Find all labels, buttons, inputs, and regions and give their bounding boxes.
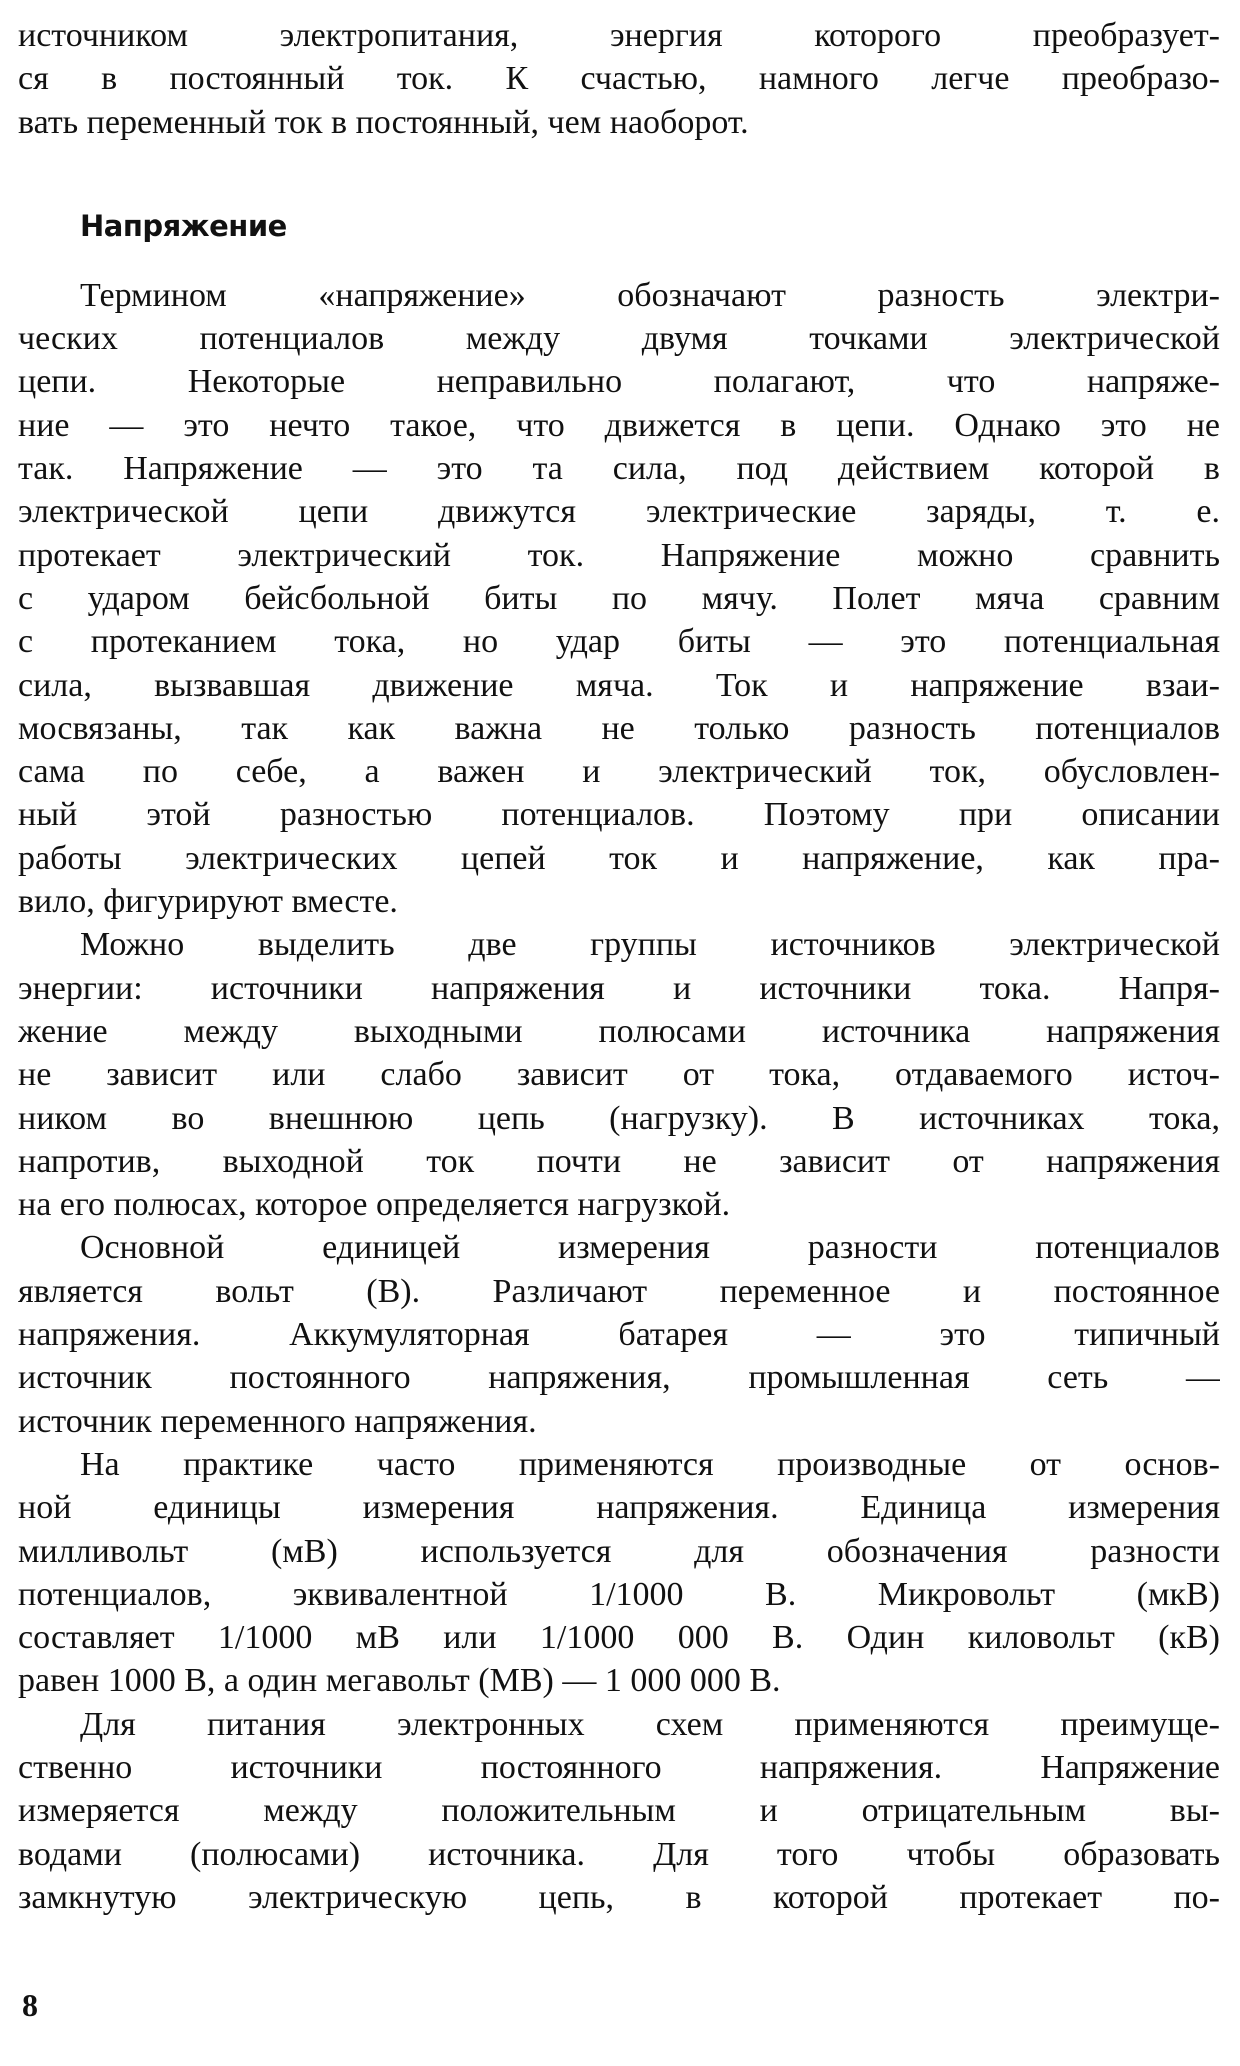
text-line: с ударом бейсбольной биты по мячу. Полет мяча сравним xyxy=(18,579,1220,617)
text-line: жение между выходными полюсами источника напряжения xyxy=(18,1012,1220,1050)
text-line: является вольт (В). Различают переменное и постоянное xyxy=(18,1272,1220,1310)
paragraph-voltage-definition xyxy=(18,274,1220,923)
text-line: Термином «напряжение» обозначают разность электри- xyxy=(80,276,1220,314)
text-line: вило, фигурируют вместе. xyxy=(18,883,398,921)
text-line: составляет 1/1000 мВ или 1/1000 000 В. Один киловольт (кВ) xyxy=(18,1619,1220,1657)
text-line: ный этой разностью потенциалов. Поэтому при описании xyxy=(18,796,1220,834)
text-line: работы электрических цепей ток и напряжение, как пра- xyxy=(18,839,1220,877)
paragraph-source-types xyxy=(18,923,1220,1226)
text-line: Можно выделить две группы источников электрической xyxy=(80,926,1220,964)
intro-paragraph xyxy=(18,14,1220,144)
section-heading: Напряжение xyxy=(80,208,287,243)
text-line: Основной единицей измерения разности потенциалов xyxy=(80,1229,1220,1267)
text-line: источником электропитания, энергия которого преобразует- xyxy=(18,17,1220,54)
text-line: не зависит или слабо зависит от тока, отдаваемого источ- xyxy=(18,1056,1220,1094)
text-line: водами (полюсами) источника. Для того чтобы образовать xyxy=(18,1835,1220,1873)
text-line: напряжения. Аккумуляторная батарея — это типичный xyxy=(18,1316,1220,1354)
text-line: цепи. Некоторые неправильно полагают, что напряже- xyxy=(18,363,1220,401)
text-line: энергии: источники напряжения и источники тока. Напря- xyxy=(18,969,1220,1007)
text-line: ческих потенциалов между двумя точками электрической xyxy=(18,320,1220,358)
text-line: ственно источники постоянного напряжения. Напряжение xyxy=(18,1748,1220,1786)
text-line: Для питания электронных схем применяются преимуще- xyxy=(80,1705,1220,1743)
text-line: ние — это нечто такое, что движется в цепи. Однако это не xyxy=(18,406,1220,444)
text-line: с протеканием тока, но удар биты — это потенциальная xyxy=(18,623,1220,661)
text-line: ником во внешнюю цепь (нагрузку). В источниках тока, xyxy=(18,1099,1220,1137)
text-line: электрической цепи движутся электрические заряды, т. е. xyxy=(18,493,1220,531)
page-number: 8 xyxy=(22,1987,38,2023)
text-line: источник переменного напряжения. xyxy=(18,1402,537,1440)
text-line: так. Напряжение — это та сила, под действием которой в xyxy=(18,450,1220,488)
paragraph-dc-supply xyxy=(18,1703,1220,1919)
text-line: сила, вызвавшая движение мяча. Ток и напряжение взаи- xyxy=(18,666,1220,704)
text-line: сама по себе, а важен и электрический ток, обусловлен- xyxy=(18,753,1220,791)
text-line: протекает электрический ток. Напряжение можно сравнить xyxy=(18,536,1220,574)
text-line: замкнутую электрическую цепь, в которой протекает по- xyxy=(18,1878,1220,1916)
text-line: ся в постоянный ток. К счастью, намного легче преобразо- xyxy=(18,60,1220,98)
text-line: мосвязаны, так как важна не только разность потенциалов xyxy=(18,709,1220,747)
paragraph-derived-units xyxy=(18,1443,1220,1703)
text-line: вать переменный ток в постоянный, чем наоборот. xyxy=(18,103,749,141)
text-line: измеряется между положительным и отрицательным вы- xyxy=(18,1792,1220,1830)
text-line: источник постоянного напряжения, промышленная сеть — xyxy=(18,1359,1220,1397)
text-line: на его полюсах, которое определяется нагрузкой. xyxy=(18,1186,731,1224)
text-line: потенциалов, эквивалентной 1/1000 В. Микровольт (мкВ) xyxy=(18,1575,1220,1613)
text-line: равен 1000 В, а один мегавольт (МВ) — 1 000 000 В. xyxy=(18,1662,781,1700)
text-line: На практике часто применяются производные от основ- xyxy=(80,1445,1220,1483)
text-line: милливольт (мВ) используется для обозначения разности xyxy=(18,1532,1220,1570)
text-line: ной единицы измерения напряжения. Единица измерения xyxy=(18,1489,1220,1527)
paragraph-volt-unit xyxy=(18,1226,1220,1442)
text-line: напротив, выходной ток почти не зависит от напряжения xyxy=(18,1142,1220,1180)
